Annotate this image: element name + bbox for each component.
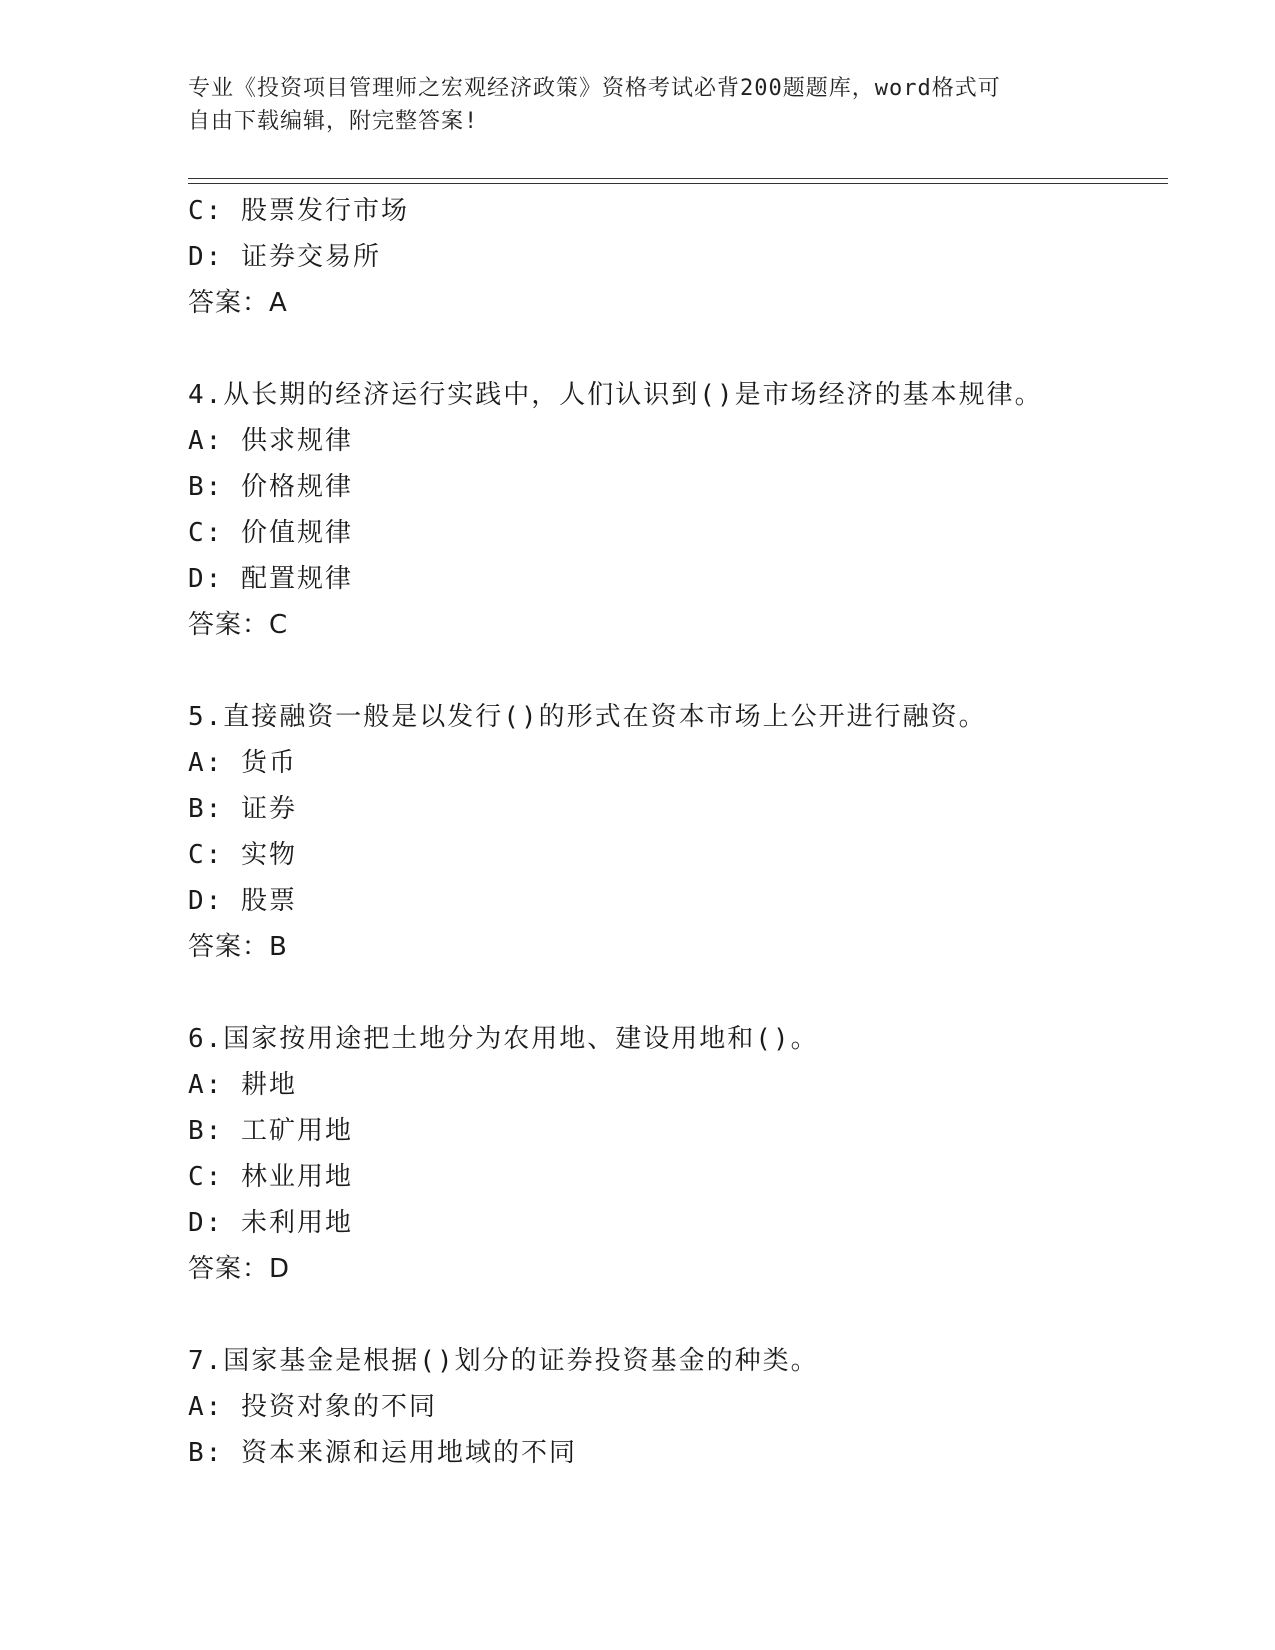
spacer <box>188 648 1168 694</box>
option-d: D: 配置规律 <box>188 564 353 594</box>
option-b: B: 工矿用地 <box>188 1116 353 1146</box>
option-a: A: 投资对象的不同 <box>188 1392 437 1422</box>
option-a: A: 耕地 <box>188 1070 297 1100</box>
question-block-3-partial <box>188 188 1168 326</box>
question-block-4 <box>188 372 1168 648</box>
option-b: B: 价格规律 <box>188 472 353 502</box>
answer-line: 答案：B <box>188 932 288 962</box>
option-d: D: 未利用地 <box>188 1208 353 1238</box>
answer-line: 答案：A <box>188 288 288 318</box>
answer-line: 答案：D <box>188 1254 291 1284</box>
option-b: B: 资本来源和运用地域的不同 <box>188 1438 577 1468</box>
spacer <box>188 326 1168 372</box>
question-list <box>188 188 1168 1476</box>
header-line-2: 自由下载编辑，附完整答案! <box>188 109 479 134</box>
header-divider <box>188 178 1168 184</box>
question-stem: 4.从长期的经济运行实践中，人们认识到()是市场经济的基本规律。 <box>188 380 1043 410</box>
question-block-7 <box>188 1338 1168 1476</box>
option-c: C: 股票发行市场 <box>188 196 409 226</box>
option-c: C: 林业用地 <box>188 1162 353 1192</box>
question-stem: 7.国家基金是根据()划分的证券投资基金的种类。 <box>188 1346 819 1376</box>
option-c: C: 价值规律 <box>188 518 353 548</box>
option-c: C: 实物 <box>188 840 297 870</box>
spacer <box>188 970 1168 1016</box>
option-a: A: 供求规律 <box>188 426 353 456</box>
spacer <box>188 1292 1168 1338</box>
option-d: D: 股票 <box>188 886 297 916</box>
question-block-6 <box>188 1016 1168 1292</box>
question-stem: 5.直接融资一般是以发行()的形式在资本市场上公开进行融资。 <box>188 702 987 732</box>
option-a: A: 货币 <box>188 748 297 778</box>
option-d: D: 证券交易所 <box>188 242 381 272</box>
header-line-1: 专业《投资项目管理师之宏观经济政策》资格考试必背200题题库，word格式可 <box>188 76 1001 101</box>
question-stem: 6.国家按用途把土地分为农用地、建设用地和()。 <box>188 1024 819 1054</box>
question-block-5 <box>188 694 1168 970</box>
page-header <box>188 72 1068 138</box>
answer-line: 答案：C <box>188 610 289 640</box>
option-b: B: 证券 <box>188 794 297 824</box>
